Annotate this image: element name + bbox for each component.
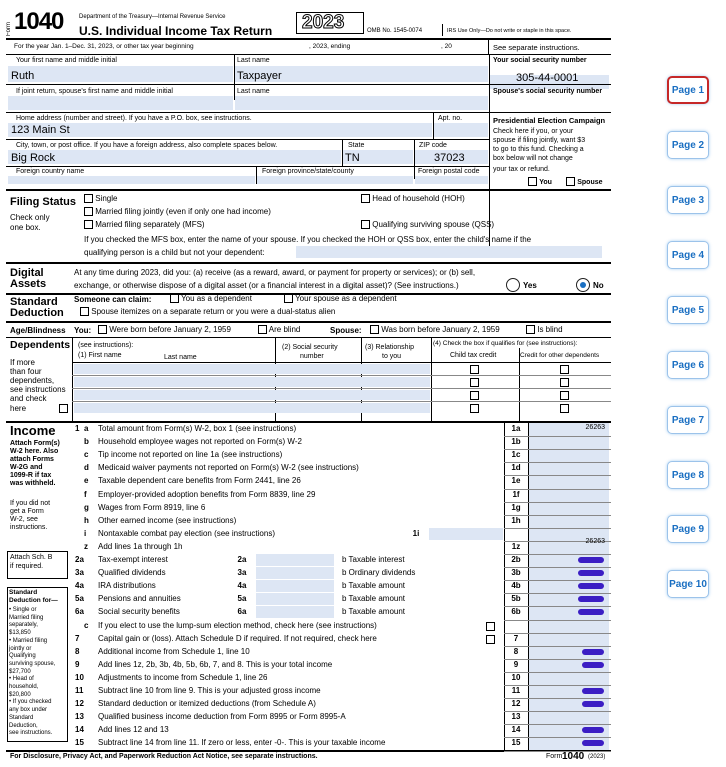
page-10-button[interactable]: Page 10 [667,570,709,598]
line-4b-number: 4b [511,581,521,591]
line-7-text: Capital gain or (loss). Attach Schedule D if required. If not required, check here [98,633,377,643]
line-1c-number: 1c [511,450,521,460]
line-3a-label: 3a [75,568,84,578]
filing-hoh-checkbox[interactable] [361,194,370,203]
city-value[interactable]: Big Rock [11,152,56,164]
country-field[interactable] [8,176,255,184]
line-6a-number: 6a [237,607,247,617]
line-1i-number: 1i [412,528,420,538]
line-11-text: Subtract line 10 from line 9. This is your adjusted gross income [98,686,321,695]
tax-period-ending: , 2023, ending [309,43,351,50]
redaction-mark [582,662,604,668]
dep-col-last: Last name [164,354,197,361]
age-you-label: You: [74,326,92,335]
spouse-first-field[interactable] [8,96,233,110]
filing-status-title: Filing Status [10,196,76,208]
filing-single[interactable]: Single [84,194,117,203]
city-label: City, town, or post office. If you have a foreign address, also complete spaces below. [16,142,278,149]
income-side-5: was withheld. [10,480,56,487]
digital-title-1: Digital [10,267,44,279]
dep1-ctc-checkbox[interactable] [470,365,479,374]
tax-year: 2023 [302,12,345,33]
line-10-text: Adjustments to income from Schedule 1, line 26 [98,672,268,682]
income-side-3: W-2G and [10,464,43,471]
age-blindness-label: Age/Blindness [10,326,66,335]
line-1c-text: Tip income not reported on line 1a (see instructions) [98,450,283,460]
line-8-text: Additional income from Schedule 1, line 10 [98,646,250,656]
line-15-text: Subtract line 14 from line 11. If zero or less, enter -0-. This is your taxable income [98,738,386,748]
line-1g-text: Wages from Form 8919, line 6 [98,502,206,512]
std-deduction-item: see instructions. [9,730,53,737]
std-deduction-item: • Head of [9,676,34,683]
line-3b-number: 3b [511,568,521,578]
dependents-see: (see instructions): [78,342,134,349]
dept-text: Department of the Treasury—Internal Revenue Service [79,14,226,20]
line-15-label: 15 [75,738,84,748]
line-1z-text: Add lines 1a through 1h [98,541,183,551]
line-2b-text: b Taxable interest [342,555,405,564]
income-side-8: get a Form [10,508,44,515]
line-13-text: Qualified business income deduction from Form 8995 or Form 8995-A [98,712,346,722]
home-address-label: Home address (number and street). If you have a P.O. box, see instructions. [16,115,252,122]
spouse-born-before[interactable]: Was born before January 2, 1959 [370,325,500,334]
line-1a-text: Total amount from Form(s) W-2, box 1 (see instructions) [98,424,297,433]
std-deduction-list [9,607,69,738]
apt-label: Apt. no. [438,115,463,122]
dependents-title: Dependents [10,339,71,351]
income-side-1: W-2 here. Also [10,448,59,455]
home-address-field[interactable] [8,123,432,137]
qualifying-person-field[interactable] [296,246,602,258]
line-3a-amount[interactable] [256,567,334,579]
omb-number: OMB No. 1545-0074 [367,28,423,34]
line-1b-number: 1b [511,437,521,447]
dep3-odc-checkbox[interactable] [560,391,569,400]
line-1h-text: Other earned income (see instructions) [98,515,237,525]
line-1a-amount[interactable]: 26263 [585,424,605,431]
income-side-10: instructions. [10,524,48,531]
irs-use-only: IRS Use Only—Do not write or staple in this space. [447,28,572,34]
line-6c-letter: c [84,620,89,630]
line-6a-label: 6a [75,607,84,617]
campaign-you[interactable]: You [528,177,552,186]
line-6a-text: Social security benefits [98,607,180,617]
dep4-odc-checkbox[interactable] [560,404,569,413]
std-deduction-item: $13,850 [9,630,31,637]
std-deduction-item: Deduction, [9,722,38,729]
line-10-number: 10 [511,672,521,682]
redaction-mark [582,688,604,694]
line-7-label: 7 [75,633,80,643]
last-name-value[interactable]: Taxpayer [237,70,282,82]
footer-form-year: (2023) [588,754,606,760]
digital-question-1: At any time during 2023, did you: (a) receive (as a reward, award, or payment for property or services); or (b) sell, [74,268,476,277]
standard-title-2: Deduction [10,307,64,319]
line-13-label: 13 [75,712,84,722]
line-3a-number: 3a [237,568,247,578]
redaction-mark [578,596,604,602]
dep3-ctc-checkbox[interactable] [470,391,479,400]
page-2-button[interactable]: Page 2 [667,131,709,159]
footer-form-number: 1040 [562,751,585,762]
line-6b-number: 6b [511,607,521,617]
dep-side-4: see instructions [10,385,66,394]
footer-form-label: Form [546,753,563,760]
line-1f-text: Employer-provided adoption benefits from Form 8839, line 29 [98,489,316,499]
line-11-label: 11 [75,686,84,695]
line-1i-amount[interactable] [429,528,503,540]
income-side-9: W-2, see [10,516,38,523]
page-7-button[interactable]: Page 7 [667,406,709,434]
first-name-value[interactable]: Ruth [11,70,35,82]
form-title: U.S. Individual Income Tax Return [79,24,273,38]
dep-col-ctc: Child tax credit [450,352,497,359]
last-name-label: Last name [237,57,270,64]
digital-no-radio[interactable] [576,278,590,292]
redaction-mark [578,609,604,615]
std-deduction-item: • Married filing [9,637,48,644]
line-6a-amount[interactable] [256,606,334,618]
std-deduction-item: • If you checked [9,699,52,706]
spouse-itemizes-checkbox[interactable] [80,307,89,316]
line-14-text: Add lines 12 and 13 [98,725,169,735]
state-value[interactable]: TN [345,152,360,164]
filing-qss[interactable]: Qualifying surviving spouse (QSS) [361,220,494,229]
more-dependents-checkbox[interactable] [59,404,68,413]
home-address-value[interactable]: 123 Main St [11,124,70,136]
state-label: State [348,142,365,149]
line-5b-text: b Taxable amount [342,594,406,604]
dep4-ctc-checkbox[interactable] [470,404,479,413]
std-deduction-item: $20,800 [9,691,31,698]
dep-side-2: than four [10,367,42,376]
spouse-last-field[interactable] [235,96,488,110]
campaign-title: Presidential Election Campaign [493,116,606,125]
line-14-number: 14 [511,725,521,735]
line-9-text: Add lines 1z, 2b, 3b, 4b, 5b, 6b, 7, and 8. This is your total income [98,659,333,669]
line-4a-amount[interactable] [256,580,334,592]
you-born-before[interactable]: Were born before January 2, 1959 [98,325,231,334]
filing-note-1: If you checked the MFS box, enter the name of your spouse. If you checked the HOH or QSS box, enter the child's name if the [84,235,532,244]
first-name-label: Your first name and middle initial [16,57,117,64]
campaign-spouse-checkbox[interactable] [566,177,575,186]
line-1c-letter: c [84,450,89,460]
city-field[interactable] [8,150,341,164]
line-2a-text: Tax-exempt interest [98,555,168,564]
campaign-text-4: box below will not change [493,155,573,162]
filing-status-sub-1: Check only [10,213,50,222]
line-5a-text: Pensions and annuities [98,594,181,604]
dep-side-5: and check [10,394,47,403]
dependent-row-3[interactable] [74,390,430,400]
line-1z-number: 1z [511,541,521,551]
dep-col-rel-2: to you [382,353,402,360]
line-14-label: 14 [75,725,84,735]
dep-col-first: (1) First name [78,352,122,359]
ssn-label: Your social security number [493,57,587,64]
filing-single-checkbox[interactable] [84,194,93,203]
page-1-button[interactable]: Page 1 [667,76,709,104]
page-8-button[interactable]: Page 8 [667,461,709,489]
spouse-itemizes[interactable]: Spouse itemizes on a separate return or you were a dual-status alien [80,307,335,316]
line-4a-text: IRA distributions [98,581,156,591]
line-1-number: 1 [75,424,80,433]
line-5a-number: 5a [237,594,247,604]
redaction-mark [582,727,604,733]
ssn-value[interactable]: 305-44-0001 [516,72,579,84]
filing-note-2: qualifying person is a child but not your dependent: [84,248,265,257]
page-3-button[interactable]: Page 3 [667,186,709,214]
page-9-button[interactable]: Page 9 [667,515,709,543]
dep-side-1: If more [10,358,35,367]
line-15-number: 15 [511,738,521,748]
std-deduction-item: Married filing [9,614,44,621]
line-4b-text: b Taxable amount [342,581,406,591]
line-1g-number: 1g [511,502,521,512]
dep2-ctc-checkbox[interactable] [470,378,479,387]
spouse-dependent-checkbox[interactable] [284,294,293,303]
line-1a-letter: a [84,424,89,433]
form-word: Form [6,22,12,36]
line-6c-checkbox[interactable] [486,622,495,631]
someone-can-claim: Someone can claim: [74,295,152,304]
line-1z-letter: z [84,541,88,551]
std-deduction-item: surviving spouse, [9,660,56,667]
line-2a-amount[interactable] [256,554,334,566]
line-13-number: 13 [511,712,521,722]
redaction-mark [578,557,604,563]
line-5a-amount[interactable] [256,593,334,605]
dep2-odc-checkbox[interactable] [560,378,569,387]
page-6-button[interactable]: Page 6 [667,351,709,379]
line-2a-number: 2a [237,555,247,564]
zip-value[interactable]: 37023 [434,152,465,164]
line-1d-letter: d [84,463,89,473]
digital-no-label: No [593,281,604,290]
zip-label: ZIP code [419,142,447,149]
age-spouse-label: Spouse: [330,326,362,335]
page-4-button[interactable]: Page 4 [667,241,709,269]
campaign-spouse[interactable]: Spouse [566,177,603,186]
attach-sch-b-2: if required. [10,563,44,570]
dep-col-rel-1: (3) Relationship [365,344,415,351]
line-10-label: 10 [75,672,84,682]
you-as-dependent[interactable]: You as a dependent [170,294,252,303]
income-side-4: 1099-R if tax [10,472,52,479]
filing-mfs-checkbox[interactable] [84,220,93,229]
line-5b-number: 5b [511,594,521,604]
form-1040 [6,10,611,762]
first-name-field[interactable] [8,66,233,82]
std-deduction-item: • Single or [9,607,37,613]
spouse-blind[interactable]: Is blind [526,325,563,334]
digital-yes-radio[interactable] [506,278,520,292]
std-deduction-item: Qualifying [9,653,36,660]
line-1e-letter: e [84,476,89,486]
you-blind[interactable]: Are blind [258,325,300,334]
line-8-number: 8 [513,646,519,656]
country-label: Foreign country name [16,168,85,175]
std-deduction-title: Standard Deduction for— [9,589,58,604]
std-deduction-item: jointly or [9,645,32,652]
line-1h-number: 1h [511,515,521,525]
spouse-last-label: Last name [237,88,270,95]
line-7-number: 7 [513,633,519,643]
redaction-mark [582,740,604,746]
line-1h-letter: h [84,515,89,525]
line-1b-text: Household employee wages not reported on Form(s) W-2 [98,437,302,447]
line-1i-text: Nontaxable combat pay election (see instructions) [98,528,275,538]
dep-col-ssn-2: number [300,353,324,360]
filing-mfs[interactable]: Married filing separately (MFS) [84,220,205,229]
line-1d-number: 1d [511,463,521,473]
dep-col-check: (4) Check the box if qualifies for (see instructions): [433,340,578,347]
tax-period-20: , 20 [441,43,452,50]
line-12-text: Standard deduction or itemized deductions (from Schedule A) [98,699,316,709]
std-deduction-item: Standard [9,714,34,721]
campaign-text-1: Check here if you, or your [493,128,574,135]
redaction-mark [578,570,604,576]
digital-question-2: exchange, or otherwise dispose of a digital asset (or a financial interest in a digital asset)? (See instructions.) [74,281,459,290]
line-1f-letter: f [84,489,87,499]
you-blind-checkbox[interactable] [258,325,267,334]
line-1d-text: Medicaid waiver payments not reported on Form(s) W-2 (see instructions) [98,463,359,473]
filing-hoh[interactable]: Head of household (HOH) [361,194,465,203]
you-born-checkbox[interactable] [98,325,107,334]
line-8-label: 8 [75,646,80,656]
filing-mfj-checkbox[interactable] [84,207,93,216]
std-deduction-item: household, [9,684,39,691]
line-1i-letter: i [84,528,87,538]
std-deduction-item: $27,700 [9,668,31,675]
line-6b-text: b Taxable amount [342,607,406,617]
line-1z-amount[interactable]: 26263 [585,537,605,545]
line-2a-label: 2a [75,555,84,564]
page-5-button[interactable]: Page 5 [667,296,709,324]
dep-side-6: here [10,404,27,413]
line-6c-text: If you elect to use the lump-sum election method, check here (see instructions) [98,620,377,630]
dep-side-3: dependents, [10,376,55,385]
filing-status-sub-2: one box. [10,223,41,232]
line-1b-letter: b [84,437,89,447]
digital-yes-label: Yes [523,281,537,290]
line-12-number: 12 [511,699,521,709]
line-4a-label: 4a [75,581,84,591]
postal-label: Foreign postal code [418,168,480,175]
income-title: Income [10,423,56,438]
redaction-mark [582,649,604,655]
line-3a-text: Qualified dividends [98,568,166,578]
province-field[interactable] [257,176,413,184]
spouse-first-label: If joint return, spouse's first name and middle initial [16,88,173,95]
std-deduction-item: separately, [9,622,38,629]
line-3b-text: b Ordinary dividends [342,568,416,578]
dep-col-odc: Credit for other dependents [520,352,600,359]
line-4a-number: 4a [237,581,247,591]
filing-mfj[interactable]: Married filing jointly (even if only one had income) [84,207,271,216]
spouse-born-checkbox[interactable] [370,325,379,334]
std-deduction-item: any box under [9,707,48,714]
spouse-ssn-label: Spouse's social security number [493,88,603,95]
income-side-0: Attach Form(s) [10,440,60,447]
standard-title-1: Standard [10,296,58,308]
apt-field[interactable] [434,123,488,137]
redaction-mark [578,583,604,589]
form-number: 1040 [14,10,64,35]
income-side-2: attach Forms [10,456,54,463]
line-2b-number: 2b [511,555,521,564]
dependent-row-1[interactable] [74,364,430,374]
dependent-row-4[interactable] [74,403,430,413]
dep-col-ssn-1: (2) Social security [282,344,338,351]
line-9-number: 9 [513,659,519,669]
line-5a-label: 5a [75,594,84,604]
see-instructions: See separate instructions. [493,43,580,52]
attach-sch-b-1: Attach Sch. B [10,554,53,561]
dep1-odc-checkbox[interactable] [560,365,569,374]
digital-title-2: Assets [10,278,47,290]
line-1e-number: 1e [511,476,521,486]
line-9-label: 9 [75,659,80,669]
line-1f-number: 1f [512,489,520,499]
redaction-mark [582,701,604,707]
line-1g-letter: g [84,502,89,512]
campaign-text-3: to go to this fund. Checking a [493,146,584,153]
spouse-as-dependent[interactable]: Your spouse as a dependent [284,294,397,303]
line-7-checkbox[interactable] [486,635,495,644]
campaign-text-2: spouse if filing jointly, want $3 [493,137,586,144]
postal-field[interactable] [415,176,488,184]
line-12-label: 12 [75,699,84,709]
campaign-you-checkbox[interactable] [528,177,537,186]
tax-period: For the year Jan. 1–Dec. 31, 2023, or other tax year beginning [14,43,194,50]
spouse-blind-checkbox[interactable] [526,325,535,334]
income-side-7: If you did not [10,500,51,507]
line-11-number: 11 [511,686,521,695]
filing-qss-checkbox[interactable] [361,220,370,229]
line-1e-text: Taxable dependent care benefits from Form 2441, line 26 [98,476,301,486]
province-label: Foreign province/state/county [262,168,354,175]
line-1a-number: 1a [511,424,521,433]
you-dependent-checkbox[interactable] [170,294,179,303]
dependent-row-2[interactable] [74,377,430,387]
campaign-text-5: your tax or refund. [493,166,550,173]
footer-disclosure: For Disclosure, Privacy Act, and Paperwork Reduction Act Notice, see separate instructions. [10,753,318,760]
